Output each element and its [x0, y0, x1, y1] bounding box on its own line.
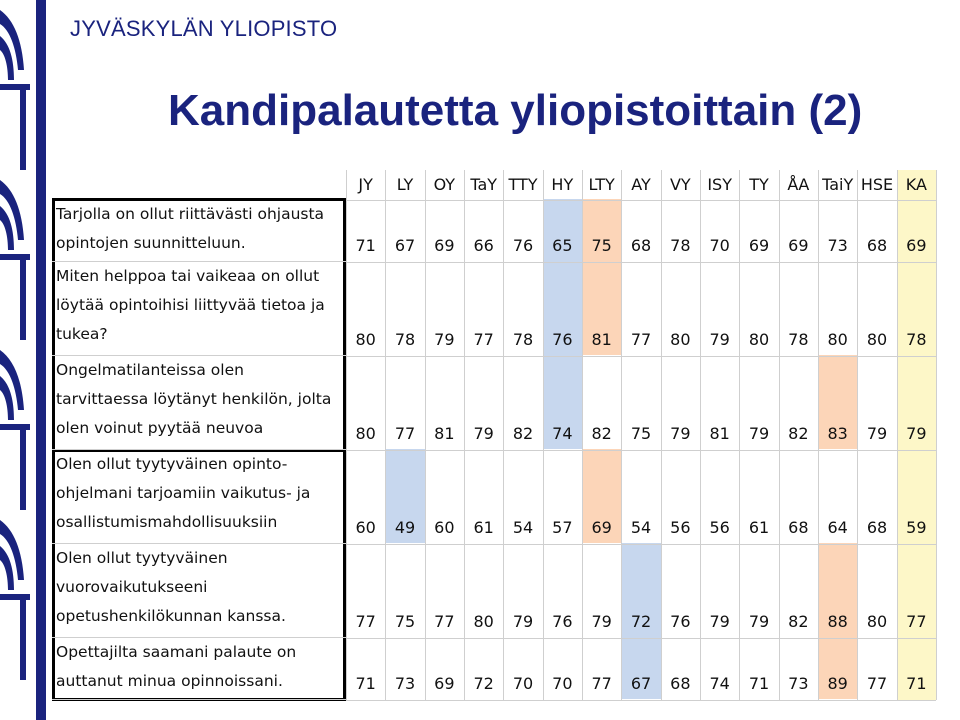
value-cell: 71 [355, 236, 376, 255]
value-cell: 76 [512, 236, 534, 255]
value-cell: 60 [355, 518, 376, 537]
value-cell: 78 [670, 236, 691, 255]
value-cell: 75 [591, 236, 612, 255]
value-cell: 70 [512, 674, 534, 693]
value-cell: 74 [709, 674, 730, 693]
column-header-10: TY [749, 175, 769, 194]
value-cell: 56 [709, 518, 730, 537]
value-cell: 78 [394, 330, 416, 349]
value-cell: 80 [827, 330, 848, 349]
question-row-separator [52, 699, 346, 700]
question-line: Olen ollut tyytyväinen [56, 549, 228, 567]
value-cell: 79 [591, 612, 612, 631]
value-cell: 81 [709, 424, 730, 443]
question-line: tukea? [56, 325, 108, 343]
value-cell: 69 [748, 236, 770, 255]
question-line: olen voinut pyytää neuvoa [56, 419, 264, 437]
grid-horizontal-line [346, 356, 936, 357]
value-cell: 69 [788, 236, 809, 255]
value-cell: 69 [434, 674, 455, 693]
value-cell: 82 [788, 424, 809, 443]
value-cell: 77 [394, 424, 416, 443]
column-header-1: LY [396, 175, 414, 194]
column-header-2: OY [433, 175, 456, 194]
sidebar-logo-strip [0, 0, 46, 720]
value-cell: 80 [355, 330, 376, 349]
question-line: Olen ollut tyytyväinen opinto- [56, 455, 288, 473]
value-cell: 70 [709, 236, 730, 255]
column-header-9: ISY [707, 175, 732, 194]
question-line: tarvittaessa löytänyt henkilön, jolta [56, 390, 332, 408]
value-cell: 72 [630, 612, 652, 631]
question-text [52, 450, 344, 544]
value-cell: 79 [434, 330, 455, 349]
value-cell: 80 [473, 612, 494, 631]
value-cell: 57 [552, 518, 573, 537]
value-cell: 80 [748, 330, 770, 349]
value-cell: 68 [866, 236, 888, 255]
value-cell: 54 [512, 518, 534, 537]
value-cell: 69 [434, 236, 455, 255]
value-cell: 89 [827, 674, 848, 693]
question-text [52, 356, 344, 450]
value-cell: 56 [670, 518, 691, 537]
question-line: ohjelmani tarjoamiin vaikutus- ja [56, 484, 311, 502]
value-cell: 77 [591, 674, 612, 693]
value-cell: 59 [906, 518, 927, 537]
column-header-3: TaY [470, 175, 498, 194]
university-emblem-pattern [0, 0, 46, 720]
value-cell: 68 [630, 236, 652, 255]
value-cell: 77 [906, 612, 927, 631]
value-cell: 54 [630, 518, 652, 537]
question-line: opetushenkilökunnan kanssa. [56, 607, 286, 625]
question-line: osallistumismahdollisuuksiin [56, 513, 278, 531]
value-cell: 49 [394, 518, 416, 537]
value-cell: 71 [906, 674, 927, 693]
value-cell: 79 [906, 424, 927, 443]
value-cell: 68 [670, 674, 691, 693]
question-line: Opettajilta saamani palaute on [56, 643, 297, 661]
column-header-12: TaiY [822, 175, 854, 194]
question-line: opintojen suunnitteluun. [56, 234, 246, 252]
grid-horizontal-line [346, 544, 936, 545]
value-cell: 77 [630, 330, 652, 349]
column-header-4: TTY [508, 175, 538, 194]
value-cell: 61 [473, 518, 494, 537]
value-cell: 76 [552, 612, 573, 631]
value-cell: 71 [355, 674, 376, 693]
column-header-8: VY [669, 175, 691, 194]
value-cell: 60 [434, 518, 455, 537]
value-cell: 70 [552, 674, 573, 693]
value-cell: 82 [788, 612, 809, 631]
grid-vertical-line [936, 170, 937, 700]
value-cell: 75 [630, 424, 652, 443]
value-cell: 82 [512, 424, 534, 443]
value-cell: 80 [866, 330, 888, 349]
column-header-13: HSE [860, 175, 894, 194]
value-cell: 79 [709, 330, 730, 349]
value-cell: 71 [748, 674, 770, 693]
value-cell: 79 [473, 424, 494, 443]
university-name: JYVÄSKYLÄN YLIOPISTO [70, 16, 338, 41]
value-cell: 79 [866, 424, 888, 443]
column-header-14: KA [905, 175, 927, 194]
value-cell: 81 [591, 330, 612, 349]
value-cell: 88 [827, 612, 848, 631]
grid-horizontal-line [346, 638, 936, 639]
value-cell: 67 [630, 674, 652, 693]
value-cell: 69 [906, 236, 927, 255]
page-title: Kandipalautetta yliopistoittain (2) [168, 86, 863, 135]
value-cell: 64 [827, 518, 848, 537]
value-cell: 73 [788, 674, 809, 693]
value-cell: 76 [552, 330, 573, 349]
grid-horizontal-line [346, 262, 936, 263]
value-cell: 77 [866, 674, 888, 693]
value-cell: 69 [591, 518, 612, 537]
value-cell: 76 [670, 612, 691, 631]
question-text [52, 544, 344, 638]
value-cell: 66 [473, 236, 494, 255]
value-cell: 68 [788, 518, 809, 537]
question-line: löytää opintoihisi liittyvää tietoa ja [56, 296, 325, 314]
value-cell: 79 [748, 612, 770, 631]
value-cell: 74 [552, 424, 573, 443]
question-text [52, 200, 344, 262]
question-text [52, 638, 344, 700]
value-cell: 73 [394, 674, 416, 693]
value-cell: 80 [866, 612, 888, 631]
grid-horizontal-line [346, 200, 936, 201]
value-cell: 75 [394, 612, 416, 631]
column-header-7: AY [631, 175, 651, 194]
value-cell: 67 [394, 236, 416, 255]
value-cell: 83 [827, 424, 848, 443]
column-header-5: HY [551, 175, 574, 194]
value-cell: 73 [827, 236, 848, 255]
column-header-11: ÅA [787, 175, 810, 194]
value-cell: 80 [670, 330, 691, 349]
value-cell: 72 [473, 674, 494, 693]
feedback-table [52, 170, 936, 700]
value-cell: 78 [512, 330, 534, 349]
value-cell: 80 [355, 424, 376, 443]
column-header-6: LTY [588, 175, 615, 194]
value-cell: 65 [552, 236, 573, 255]
question-line: Ongelmatilanteissa olen [56, 361, 244, 379]
value-cell: 61 [748, 518, 770, 537]
value-cell: 78 [788, 330, 809, 349]
question-line: Tarjolla on ollut riittävästi ohjausta [56, 205, 325, 223]
value-cell: 77 [473, 330, 494, 349]
value-cell: 79 [709, 612, 730, 631]
grid-horizontal-line [346, 450, 936, 451]
value-cell: 79 [512, 612, 534, 631]
value-cell: 77 [355, 612, 376, 631]
question-line: vuorovaikutukseeni [56, 578, 208, 596]
value-cell: 78 [906, 330, 927, 349]
value-cell: 79 [670, 424, 691, 443]
column-header-0: JY [358, 175, 373, 194]
value-cell: 77 [434, 612, 455, 631]
value-cell: 79 [748, 424, 770, 443]
grid-horizontal-line [346, 700, 936, 701]
question-text [52, 262, 344, 356]
question-line: auttanut minua opinnoissani. [56, 672, 283, 690]
value-cell: 68 [866, 518, 888, 537]
value-cell: 82 [591, 424, 612, 443]
value-cell: 81 [434, 424, 455, 443]
question-line: Miten helppoa tai vaikeaa on ollut [56, 267, 320, 285]
